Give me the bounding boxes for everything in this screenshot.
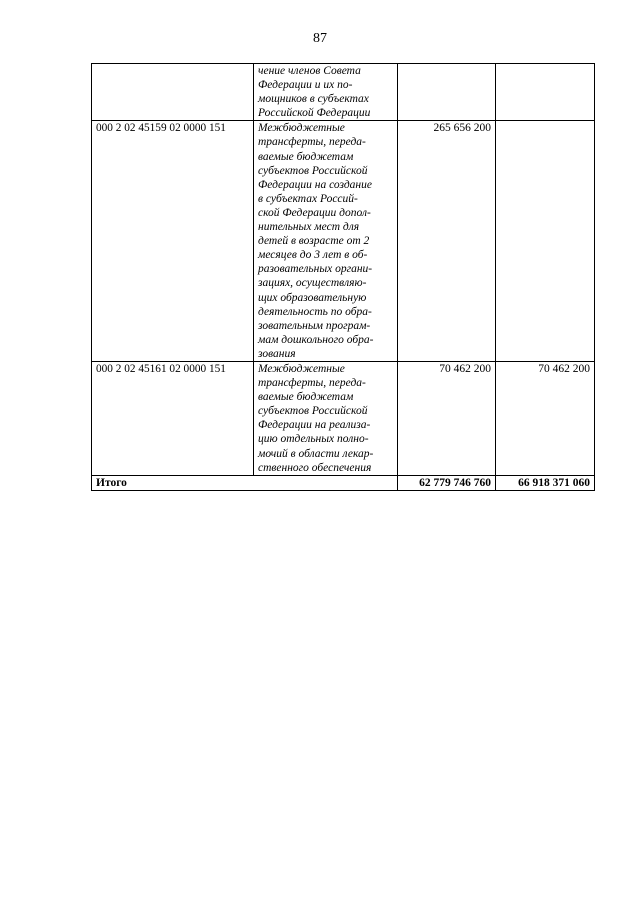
item-name-cell: Межбюджетные трансферты, переда- ваемые бюджетам субъектов Российской Федерации на создание в субъектах Россий- ской Федерации допол- нительных мест для детей в возрасте от 2 месяцев до 3 лет в об- разовательных органи- зациях, осуществляю- щих образовательную деятельность по обра- зовательным програм- мам дошкольного обра- зования <box>254 121 398 362</box>
total-row <box>92 475 595 490</box>
item-name-cell: чение членов Совета Федерации и их по- мощников в субъектах Российской Федерации <box>254 64 398 121</box>
amount-year2-cell <box>496 64 595 121</box>
budget-code-cell <box>92 64 254 121</box>
amount-year1-cell: 70 462 200 <box>398 361 496 475</box>
total-year2-cell: 66 918 371 060 <box>496 475 595 490</box>
budget-code-cell: 000 2 02 45161 02 0000 151 <box>92 361 254 475</box>
amount-year2-cell: 70 462 200 <box>496 361 595 475</box>
budget-table <box>91 63 595 491</box>
amount-year2-cell <box>496 121 595 362</box>
item-name-cell: Межбюджетные трансферты, переда- ваемые бюджетам субъектов Российской Федерации на реализа- цию отдельных полно- мочий в области лекар- ственного обеспечения <box>254 361 398 475</box>
total-label: Итого <box>92 475 398 490</box>
table-row <box>92 361 595 475</box>
page-number: 87 <box>313 31 327 46</box>
table-row <box>92 121 595 362</box>
budget-code-cell: 000 2 02 45159 02 0000 151 <box>92 121 254 362</box>
amount-year1-cell <box>398 64 496 121</box>
amount-year1-cell: 265 656 200 <box>398 121 496 362</box>
table-row <box>92 64 595 121</box>
total-year1-cell: 62 779 746 760 <box>398 475 496 490</box>
